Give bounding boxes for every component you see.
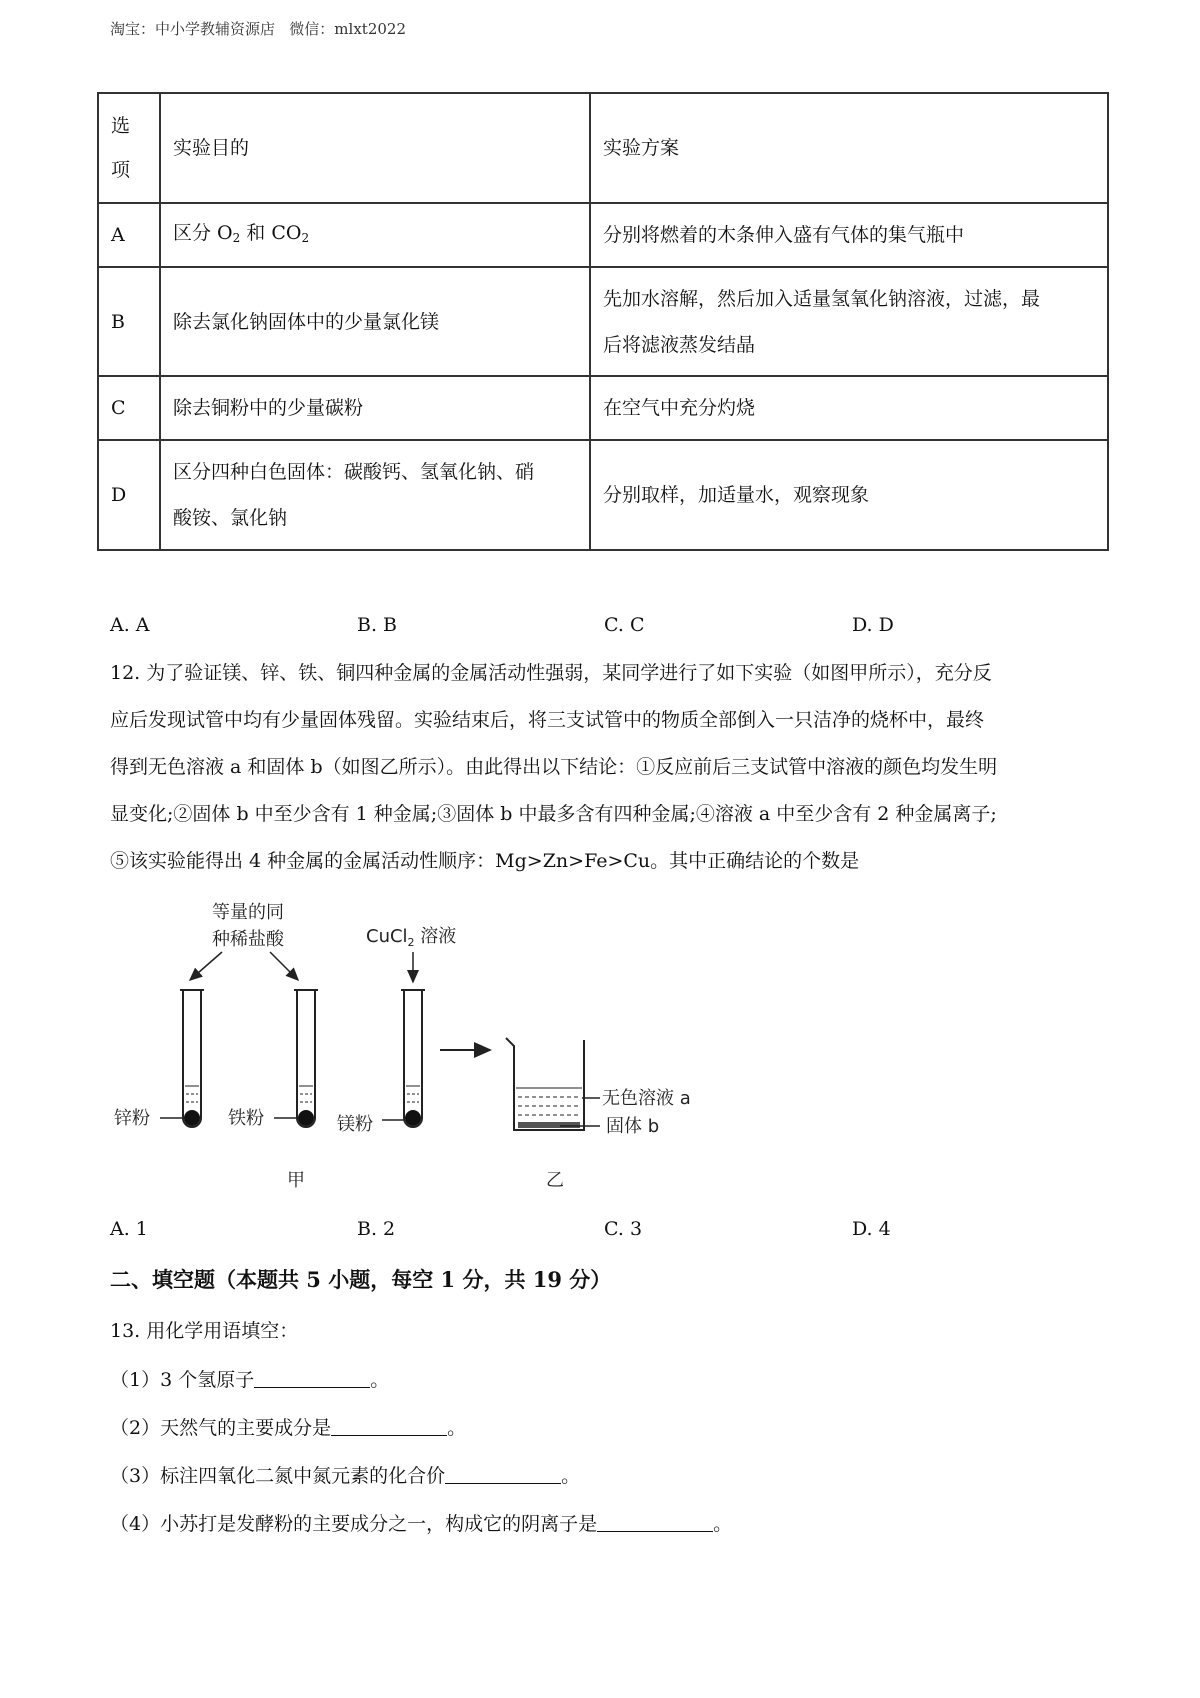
test-tube-magnesium xyxy=(382,990,425,1127)
item-text: （4）小苏打是发酵粉的主要成分之一，构成它的阴离子是 xyxy=(110,1513,598,1535)
table-row xyxy=(98,203,1108,267)
row-option: C xyxy=(98,376,160,440)
row-goal: 除去铜粉中的少量碳粉 xyxy=(160,376,590,440)
caption-jia: 甲 xyxy=(287,1170,305,1190)
q13-item-2 xyxy=(110,1413,466,1440)
item-end: 。 xyxy=(713,1513,733,1535)
cucl2-label: CuCl$_2$ 溶液 xyxy=(366,926,457,949)
item-text: （3）标注四氧化二氮中氮元素的化合价 xyxy=(110,1465,446,1487)
plan-line: 后将滤液蒸发结晶 xyxy=(603,333,756,356)
table-row xyxy=(98,376,1108,440)
tube3-label: 镁粉 xyxy=(337,1114,373,1135)
caption-yi: 乙 xyxy=(546,1170,564,1190)
goal-text: 和 CO xyxy=(240,221,302,244)
experiment-figure xyxy=(0,890,760,1190)
row-plan: 分别取样，加适量水，观察现象 xyxy=(590,440,1108,550)
row-goal xyxy=(160,440,590,550)
answer-blank[interactable] xyxy=(331,1417,447,1436)
row-option: A xyxy=(98,203,160,267)
choice-c: C. 3 xyxy=(604,1218,643,1240)
q13-stem: 13. 用化学用语填空： xyxy=(110,1320,299,1342)
q13-item-3 xyxy=(110,1461,580,1488)
goal-text: 区分 O xyxy=(173,221,233,244)
table-header-row xyxy=(98,93,1108,203)
header-option-top: 选 xyxy=(111,115,131,137)
arrow-to-tube2 xyxy=(270,952,298,980)
subscript: 2 xyxy=(301,230,310,245)
experiment-table xyxy=(97,92,1109,551)
row-option: D xyxy=(98,440,160,550)
row-goal xyxy=(160,203,590,267)
q13-item-4 xyxy=(110,1509,732,1536)
choice-b: B. B xyxy=(357,614,398,636)
choice-d: D. D xyxy=(852,614,894,636)
answer-blank[interactable] xyxy=(597,1513,713,1532)
q12-stem xyxy=(110,650,1100,885)
test-tube-iron xyxy=(274,990,318,1127)
answer-blank[interactable] xyxy=(445,1465,561,1484)
tube1-label: 锌粉 xyxy=(114,1108,150,1129)
goal-line: 酸铵、氯化钠 xyxy=(173,507,288,529)
choice-a: A. A xyxy=(110,614,150,636)
section-heading: 二、填空题（本题共 5 小题，每空 1 分，共 19 分） xyxy=(110,1267,612,1292)
header-option-bottom: 项 xyxy=(111,159,131,181)
row-plan: 分别将燃着的木条伸入盛有气体的集气瓶中 xyxy=(590,203,1108,267)
solution-a-label: 无色溶液 a xyxy=(602,1088,691,1109)
q13-item-1 xyxy=(110,1365,389,1392)
goal-line: 区分四种白色固体：碳酸钙、氢氧化钠、硝 xyxy=(173,461,535,483)
q12-line: 应后发现试管中均有少量固体残留。实验结束后，将三支试管中的物质全部倒入一只洁净的烧杯中，最终 xyxy=(110,709,985,731)
row-goal: 除去氯化钠固体中的少量氯化镁 xyxy=(160,267,590,376)
header-goal: 实验目的 xyxy=(160,93,590,203)
tube2-label: 铁粉 xyxy=(228,1108,264,1129)
table-row xyxy=(98,267,1108,376)
q12-line: 显变化;②固体 b 中至少含有 1 种金属;③固体 b 中最多含有四种金属;④溶液 a 中至少含有 2 种金属离子; xyxy=(110,803,997,825)
item-end: 。 xyxy=(447,1417,467,1439)
acid-label-line2: 种稀盐酸 xyxy=(212,929,284,950)
arrow-to-tube1 xyxy=(190,952,222,980)
item-end: 。 xyxy=(370,1369,390,1391)
item-text: （2）天然气的主要成分是 xyxy=(110,1417,332,1439)
q12-line: ⑤该实验能得出 4 种金属的金属活动性顺序：Mg>Zn>Fe>Cu。其中正确结论的个数是 xyxy=(110,850,860,872)
item-text: （1）3 个氢原子 xyxy=(110,1369,255,1391)
acid-label-line1: 等量的同 xyxy=(212,902,284,923)
table-row xyxy=(98,440,1108,550)
test-tube-zinc xyxy=(160,990,204,1127)
header-plan: 实验方案 xyxy=(590,93,1108,203)
choice-c: C. C xyxy=(604,614,645,636)
item-end: 。 xyxy=(561,1465,581,1487)
beaker xyxy=(506,1038,600,1130)
row-plan: 在空气中充分灼烧 xyxy=(590,376,1108,440)
q12-line: 得到无色溶液 a 和固体 b（如图乙所示）。由此得出以下结论：①反应前后三支试管中溶液的颜色均发生明 xyxy=(110,756,998,778)
q12-line: 12. 为了验证镁、锌、铁、铜四种金属的金属活动性强弱，某同学进行了如下实验（如图甲所示），充分反 xyxy=(110,662,992,684)
choice-b: B. 2 xyxy=(357,1218,396,1240)
choice-a: A. 1 xyxy=(110,1218,148,1240)
header-option xyxy=(98,93,160,203)
row-plan xyxy=(590,267,1108,376)
answer-blank[interactable] xyxy=(254,1369,370,1388)
solid-b-label: 固体 b xyxy=(606,1116,660,1137)
page-header: 淘宝：中小学教辅资源店 微信：mlxt2022 xyxy=(110,20,406,38)
choice-d: D. 4 xyxy=(852,1218,891,1240)
row-option: B xyxy=(98,267,160,376)
plan-line: 先加水溶解，然后加入适量氢氧化钠溶液，过滤，最 xyxy=(603,287,1041,310)
subscript: 2 xyxy=(232,230,241,245)
